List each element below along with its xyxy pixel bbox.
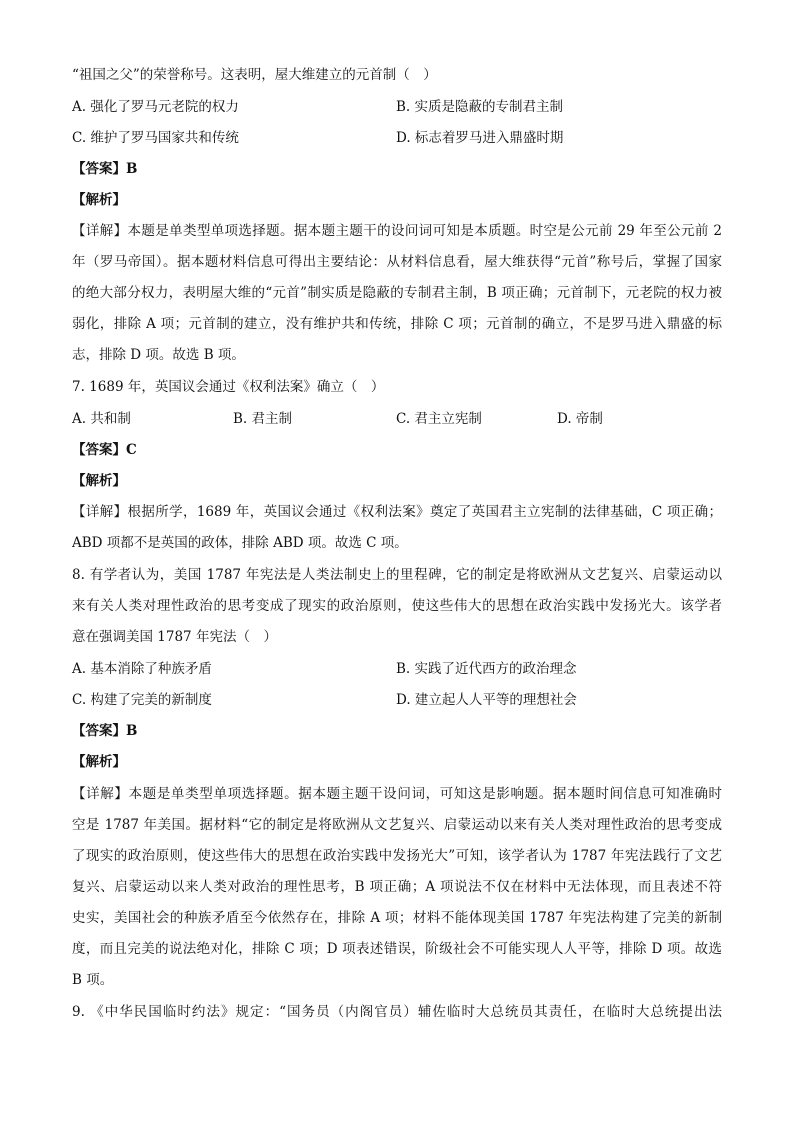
q6-detail-line: 年（罗马帝国）。据本题材料信息可得出主要结论：从材料信息看，屋大维获得“元首”称号后，掌握了国家 <box>72 254 722 270</box>
q8-stem-line: 意在强调美国 1787 年宪法（ ） <box>72 629 277 645</box>
q6-stem-tail: “祖国之父”的荣誉称号。这表明，屋大维建立的元首制（ ） <box>72 67 437 83</box>
q8-detail-line: 了现实的政治原则，使这些伟大的思想在政治实践中发扬光大”可知，该学者认为 1787 年宪法践行了文艺 <box>72 848 722 864</box>
q8-detail-line: 空是 1787 年美国。据材料“它的制定是将欧洲从文艺复兴、启蒙运动以来有关人类对理性政治的思考变成 <box>72 817 722 833</box>
q6-detail-line: 弱化，排除 A 项；元首制的建立，没有维护共和传统，排除 C 项；元首制的确立，不是罗马进入鼎盛的标 <box>72 316 722 332</box>
q6-detail-line: 志，排除 D 项。故选 B 项。 <box>72 347 245 363</box>
q8-option-d: D. 建立起人人平等的理想社会 <box>396 692 577 708</box>
q7-option-d: D. 帝制 <box>557 411 603 427</box>
q6-detail-line: 【详解】本题是单类型单项选择题。据本题主题干的设问词可知是本质题。时空是公元前 29 年至公元前 2 <box>72 223 722 239</box>
q8-option-c: C. 构建了完美的新制度 <box>72 692 212 708</box>
q8-analysis-label: 【解析】 <box>72 754 126 770</box>
q8-stem-line: 8. 有学者认为，美国 1787 年宪法是人类法制史上的里程碑，它的制定是将欧洲从文艺复兴、启蒙运动以 <box>72 567 722 583</box>
q9-stem: 9. 《中华民国临时约法》规定：“国务员（内阁官员）辅佐临时大总统员其责任，在临时大总统提出法 <box>72 1004 722 1020</box>
q8-detail-line: 复兴、启蒙运动以来人类对政治的理性思考，B 项正确；A 项说法不仅在材料中无法体现，而且表述不符 <box>72 879 722 895</box>
q8-detail-line: 史实，美国社会的种族矛盾至今依然存在，排除 A 项；材料不能体现美国 1787 年宪法构建了完美的新制 <box>72 910 722 926</box>
q8-detail-line: 度，而且完美的说法绝对化，排除 C 项；D 项表述错误，阶级社会不可能实现人人平等，排除 D 项。故选 <box>72 941 722 957</box>
q7-option-b: B. 君主制 <box>233 411 293 427</box>
q6-option-c: C. 维护了罗马国家共和传统 <box>72 130 239 146</box>
q7-detail-line: ABD 项都不是英国的政体，排除 ABD 项。故选 C 项。 <box>72 535 408 551</box>
q7-detail-line: 【详解】根据所学，1689 年，英国议会通过《权利法案》奠定了英国君主立宪制的法律基础，C 项正确； <box>72 504 722 520</box>
q8-answer: 【答案】B <box>72 723 138 739</box>
q6-answer: 【答案】B <box>72 161 138 177</box>
q7-analysis-label: 【解析】 <box>72 473 126 489</box>
q7-option-a: A. 共和制 <box>72 411 131 427</box>
q8-option-b: B. 实践了近代西方的政治理念 <box>396 661 577 677</box>
q6-option-b: B. 实质是隐蔽的专制君主制 <box>396 99 564 115</box>
q6-option-a: A. 强化了罗马元老院的权力 <box>72 99 239 115</box>
q8-stem-line: 来有关人类对理性政治的思考变成了现实的政治原则，使这些伟大的思想在政治实践中发扬光大。该学者 <box>72 598 722 614</box>
q6-option-d: D. 标志着罗马进入鼎盛时期 <box>396 130 564 146</box>
q8-detail-line: B 项。 <box>72 972 114 988</box>
q6-detail-line: 的绝大部分权力，表明屋大维的“元首”制实质是隐蔽的专制君主制，B 项正确；元首制下，元老院的权力被 <box>72 285 722 301</box>
q7-option-c: C. 君主立宪制 <box>396 411 482 427</box>
q7-answer: 【答案】C <box>72 442 137 458</box>
q8-option-a: A. 基本消除了种族矛盾 <box>72 661 212 677</box>
q8-detail-line: 【详解】本题是单类型单项选择题。据本题主题干设问词，可知这是影响题。据本题时间信息可知准确时 <box>72 786 722 802</box>
q7-stem: 7. 1689 年，英国议会通过《权利法案》确立（ ） <box>72 379 385 395</box>
q6-analysis-label: 【解析】 <box>72 192 126 208</box>
